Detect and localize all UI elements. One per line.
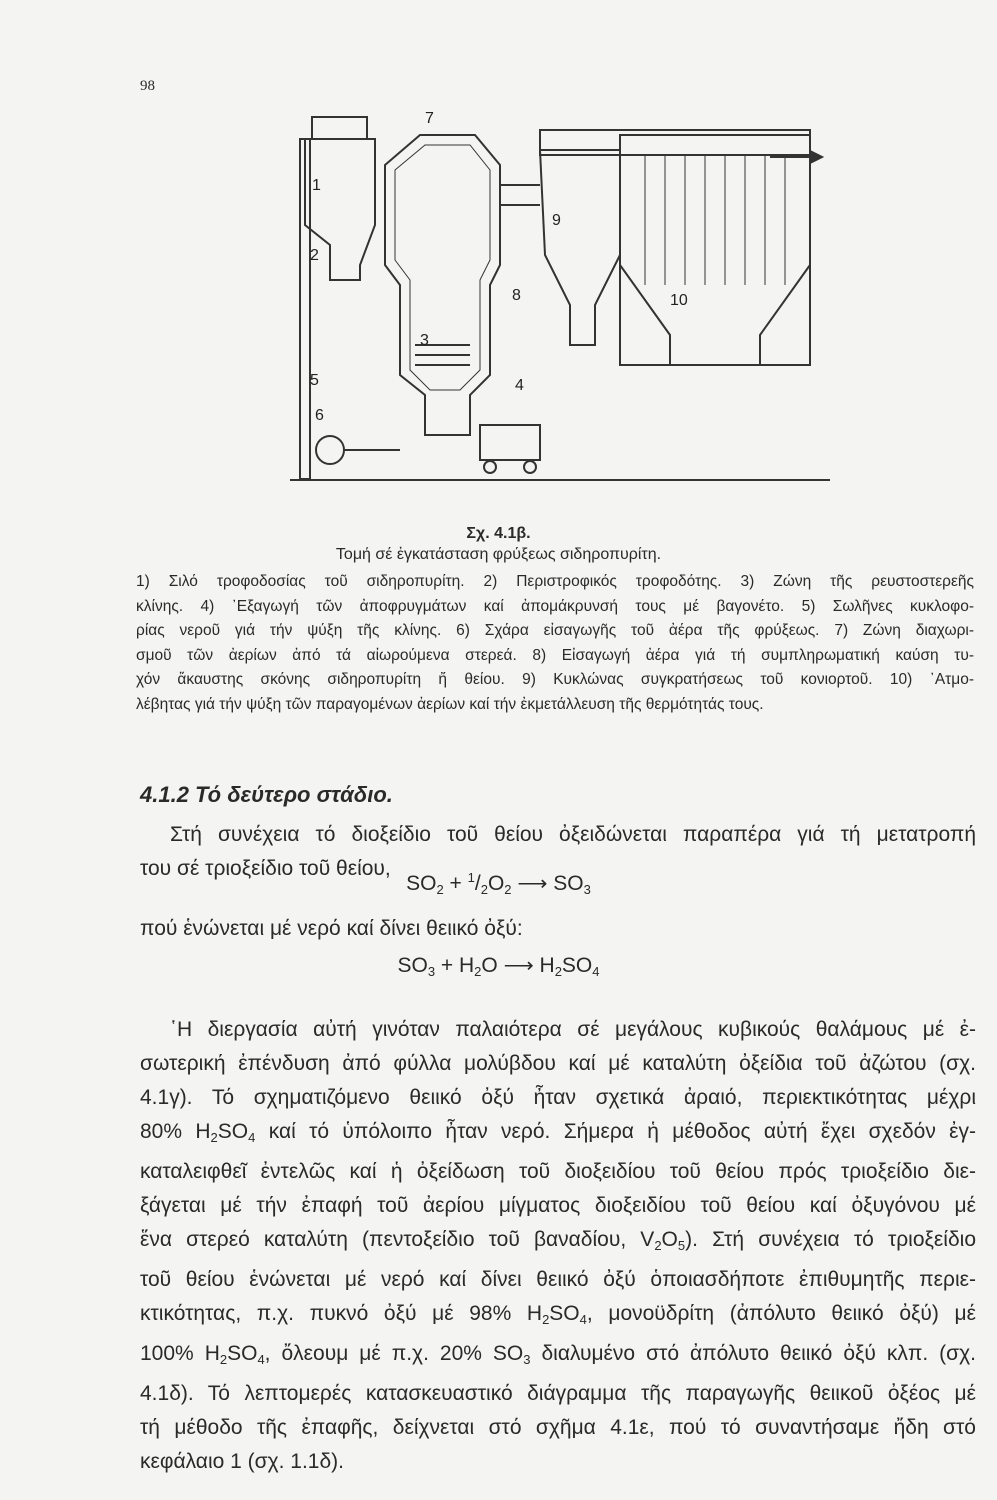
label-10: 10: [670, 292, 688, 309]
text-run: O ⟶ H: [481, 954, 555, 977]
figure-roaster-plant-diagram: [290, 105, 830, 500]
legend-line: λέβητας γιά τήν ψύξη τῶν παραγομένων ἀερίων καί τήν ἐκμετάλλευση τῆς θερμότητάς τους.: [136, 695, 764, 713]
subscript: 2: [554, 964, 562, 979]
figure-caption-title: Τομή σέ ἐγκατάσταση φρύξεως σιδηροπυρίτη.: [335, 546, 662, 563]
text-run: + H: [435, 954, 475, 977]
text-run: SO: [217, 1120, 249, 1143]
subscript: 1: [467, 870, 475, 885]
cyclone: [540, 130, 810, 345]
blower: [316, 436, 400, 464]
subscript: 2: [436, 882, 444, 897]
text-run: 80% H: [140, 1120, 211, 1143]
text-line: [140, 1223, 976, 1263]
equation-2: [0, 953, 997, 979]
text-run: O: [487, 872, 505, 895]
text-line: [140, 818, 976, 852]
subscript: 2: [480, 882, 488, 897]
text-run: ξάγεται μέ τήν ἐπαφή τοῦ ἀερίου μίγματος διοξειδίου τοῦ θείου καί ὀξυγόνου μέ: [140, 1194, 976, 1217]
equation-1: [0, 870, 997, 897]
text-line: [140, 1377, 976, 1411]
text-line: [140, 1115, 976, 1155]
text-line: [140, 1297, 976, 1337]
subscript: 2: [504, 882, 512, 897]
subscript: 4: [248, 1130, 256, 1145]
label-1: 1: [312, 177, 321, 194]
page-number: 98: [140, 78, 155, 94]
text-line: [140, 1337, 976, 1377]
subscript: 2: [474, 964, 482, 979]
paragraph-2: [140, 1013, 976, 1479]
silo: [300, 117, 375, 479]
subscript: 3: [583, 882, 591, 897]
label-8: 8: [512, 287, 521, 304]
text-run: κεφάλαιο 1 (σχ. 1.1δ).: [140, 1450, 344, 1473]
text-run: καί τό ὑπόλοιπο ἦταν νερό. Σήμερα ἡ μέθοδος αὐτή ἔχει σχεδόν ἐγ-: [255, 1120, 977, 1143]
text-run: ). Στή συνέχεια τό τριοξείδιο: [685, 1228, 976, 1251]
subscript: 3: [523, 1352, 531, 1367]
text-run: SO: [549, 1302, 580, 1325]
subscript: 2: [542, 1312, 550, 1327]
figure-legend: [136, 570, 974, 717]
text-run: 100% H: [140, 1342, 220, 1365]
subscript: 2: [219, 1352, 228, 1367]
text-line: [140, 1445, 976, 1479]
text-run: του σέ τριοξείδιο τοῦ θείου,: [140, 857, 391, 880]
label-4: 4: [515, 377, 524, 394]
legend-line: κλίνης. 4) ᾿Εξαγωγή τῶν ἀποφρυγμάτων καί ἀπομάκρυνσή τους μέ βαγονέτο. 5) Σωλῆνες κυκλοφο-: [136, 597, 974, 615]
text-run: , μονοϋδρίτη (ἀπόλυτο θειικό ὀξύ) μέ: [586, 1302, 977, 1325]
text-run: τοῦ θείου ἑνώνεται μέ νερό καί δίνει θειικό ὀξύ ὁποιασδήποτε ἐπιθυμητῆς περιε-: [140, 1268, 976, 1291]
text-run: 4.1δ). Τό λεπτομερές κατασκευαστικό διάγραμμα τῆς παραγωγῆς θειικοῦ ὀξέος μέ: [140, 1382, 976, 1405]
subscript: 3: [427, 964, 436, 979]
subscript: 4: [592, 964, 600, 979]
section-heading: 4.1.2 Τό δεύτερο στάδιο.: [140, 782, 393, 807]
text-run: O: [661, 1228, 678, 1251]
label-2: 2: [310, 247, 319, 264]
label-3: 3: [420, 332, 429, 349]
figure-number: Σχ. 4.1β.: [466, 525, 531, 542]
text-run: ⟶ SO: [511, 872, 584, 895]
text-run: διαλυμένο στό ἀπόλυτο θειικό ὀξύ κλπ. (σχ.: [530, 1342, 976, 1365]
subscript: 5: [677, 1238, 686, 1253]
text-run: πού ἑνώνεται μέ νερό καί δίνει θειικό ὀξύ:: [140, 917, 523, 940]
paragraph-intro-equation-2: [140, 912, 976, 946]
subscript: 4: [579, 1312, 587, 1327]
text-line: [140, 1189, 976, 1223]
subscript: 2: [654, 1238, 662, 1253]
text-line: [140, 1013, 976, 1047]
text-run: , ὄλεουμ μέ π.χ. 20% SO: [264, 1342, 524, 1365]
text-run: SO: [406, 872, 437, 895]
text-line: [140, 1081, 976, 1115]
legend-line: σμοῦ τῶν ἀερίων ἀπό τά αἰωρούμενα στερεά. 8) Εἰσαγωγή ἀέρα γιά τή συμπληρωματική καύση τυ-: [136, 646, 974, 664]
text-run: /: [474, 872, 481, 895]
text-run: καταλειφθεῖ ἐντελῶς καί ἡ ὀξείδωση τοῦ διοξειδίου τοῦ θείου πρός τριοξείδιο διε-: [140, 1160, 976, 1183]
label-5: 5: [310, 372, 319, 389]
subscript: 4: [257, 1352, 265, 1367]
text-run: SO: [561, 954, 593, 977]
text-run: Στή συνέχεια τό διοξείδιο τοῦ θείου ὀξειδώνεται παραπέρα γιά τή μετατροπή: [170, 823, 976, 846]
text-run: 4.1γ). Τό σχηματιζόμενο θειικό ὀξύ ἦταν σχετικά ἀραιό, περιεκτικότητας μέχρι: [140, 1086, 976, 1109]
text-line: [140, 1155, 976, 1189]
waste-heat-boiler: [620, 135, 822, 365]
text-run: τή μέθοδο τῆς ἐπαφῆς, δείχνεται στό σχῆμα 4.1ε, πού τό συναντήσαμε ἤδη στό: [140, 1416, 976, 1439]
text-run: σωτερική ἐπένδυση ἀπό φύλλα μολύβδου καί μέ καταλύτη ὀξείδια τοῦ ἀζώτου (σχ.: [140, 1052, 976, 1075]
text-run: ῾Η διεργασία αὐτή γινόταν παλαιότερα σέ μεγάλους κυβικούς θαλάμους μέ ἐ-: [170, 1018, 976, 1041]
legend-line: χόν ἄκαυστης σκόνης σιδηροπυρίτη ἤ θείου. 9) Κυκλώνας συγκρατήσεως τοῦ κονιορτοῦ. 10) ᾿Ατμο-: [136, 671, 974, 688]
legend-line: ρίας νεροῦ γιά τήν ψύξη τῆς κλίνης. 6) Σχάρα εἰσαγωγῆς τοῦ ἀέρα τῆς φρύξεως. 7) Ζώνη διαχωρι-: [136, 622, 974, 639]
text-line: [140, 1047, 976, 1081]
text-run: +: [443, 872, 468, 895]
text-run: SO: [397, 954, 428, 977]
text-run: ἕνα στερεό καταλύτη (πεντοξείδιο τοῦ βαναδίου, V: [140, 1228, 655, 1251]
text-line: [140, 1411, 976, 1445]
text-line: [140, 912, 976, 946]
text-line: [140, 1263, 976, 1297]
label-6: 6: [315, 407, 324, 424]
label-9: 9: [552, 212, 561, 229]
label-7: 7: [425, 110, 434, 127]
subscript: 2: [210, 1130, 218, 1145]
legend-line: 1) Σιλό τροφοδοσίας τοῦ σιδηροπυρίτη. 2) Περιστροφικός τροφοδότης. 3) Ζώνη τῆς ρευστοστερεῆς: [136, 573, 974, 590]
text-run: κτικότητας, π.χ. πυκνό ὀξύ μέ 98% H: [140, 1302, 543, 1325]
text-run: SO: [227, 1342, 258, 1365]
wagon: [480, 425, 540, 473]
